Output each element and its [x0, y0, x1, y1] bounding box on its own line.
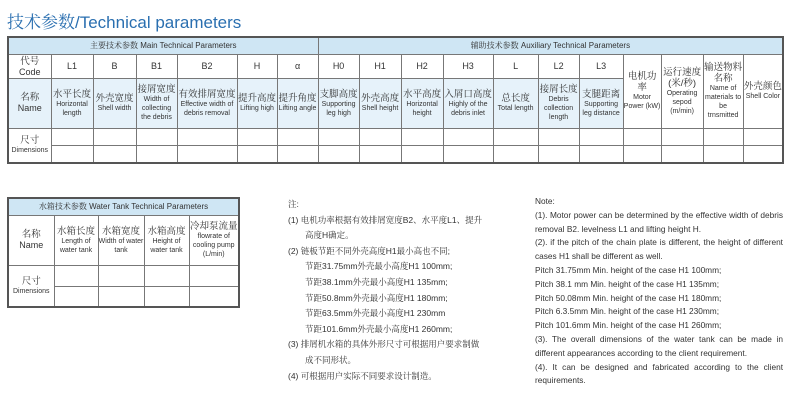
dimension-value-cell — [54, 265, 98, 286]
name-zh: 总长度 — [501, 93, 530, 104]
code-cell: L — [493, 54, 538, 78]
name-en: Shell height — [361, 105, 399, 112]
main-technical-parameters-table — [7, 36, 784, 164]
dimension-value-cell — [579, 128, 623, 145]
dimension-value-cell — [318, 145, 359, 163]
dimension-value-cell — [54, 286, 98, 307]
dimension-value-cell — [623, 145, 661, 163]
name-cell — [136, 78, 177, 128]
aux-header: 辅助技术参数 Auxiliary Technical Parameters — [318, 37, 783, 54]
dimension-value-cell — [51, 145, 93, 163]
name-cell — [359, 78, 401, 128]
dimensions-label: 尺寸 Dimensions — [8, 128, 51, 163]
merged-header-cell — [743, 54, 783, 128]
name-en: Supporting leg distance — [582, 100, 620, 117]
name-en: Name of materials to be trnsmitted — [704, 85, 742, 119]
note-line: (3) 排屑机水箱的具体外形尺寸可根据用户要求制做 — [288, 339, 480, 350]
name-en: Supporting leg high — [321, 100, 356, 117]
name-cell — [51, 78, 93, 128]
dimension-value-cell — [493, 145, 538, 163]
name-zh: 外壳高度 — [361, 93, 400, 104]
note-line: Pitch 6.3.5mm Min. height of the case H1 230mm; — [535, 306, 719, 317]
code-label: 代号 Code — [8, 54, 51, 78]
name-cell — [93, 78, 136, 128]
name-zh: 入屑口高度 — [444, 88, 492, 100]
name-en: Width of water tank — [98, 237, 144, 254]
name-zh: 运行速度(米/秒) — [663, 66, 702, 89]
name-en: Length of water tank — [59, 237, 93, 254]
main-header: 主要技术参数 Main Technical Parameters — [8, 37, 318, 54]
note-line: (4) 可根据用户实际不同要求设计制造。 — [288, 370, 437, 381]
name-cell — [54, 215, 98, 265]
name-zh: 支腿距离 — [582, 88, 621, 100]
note-line: 节距101.6mm外壳最小高度H1 260mm; — [305, 323, 453, 334]
name-en: Horizontal height — [406, 100, 438, 117]
water-tank-parameters-table — [7, 197, 240, 308]
code-cell: L3 — [579, 54, 623, 78]
name-zh: 支脚高度 — [319, 88, 358, 100]
dimension-value-cell — [623, 128, 661, 145]
name-zh: 提升高度 — [237, 93, 276, 104]
name-cell — [493, 78, 538, 128]
code-cell: H3 — [443, 54, 493, 78]
dimension-value-cell — [538, 128, 579, 145]
dimension-value-cell — [538, 145, 579, 163]
dimension-value-cell — [743, 145, 783, 163]
name-cell — [144, 215, 189, 265]
name-cell — [98, 215, 144, 265]
note-line: 高度H确定。 — [305, 230, 354, 241]
dimension-value-cell — [237, 145, 277, 163]
name-cell — [538, 78, 579, 128]
name-label: 名称 Name — [8, 215, 54, 265]
dimensions-row — [8, 145, 783, 163]
name-zh: 外壳颜色 — [743, 81, 782, 92]
name-zh: 外壳宽度 — [95, 93, 134, 104]
dimension-value-cell — [443, 145, 493, 163]
dimension-value-cell — [443, 128, 493, 145]
code-cell: α — [277, 54, 318, 78]
dimension-value-cell — [401, 145, 443, 163]
code-cell: H1 — [359, 54, 401, 78]
name-zh: 水平高度 — [403, 88, 442, 100]
note-line: (2) 链板节距不同外壳高度H1最小高也不同; — [288, 245, 450, 256]
name-en: Highly of the debris inlet — [448, 100, 488, 117]
note-line: 成不同形状。 — [305, 354, 357, 365]
name-en: Width of collecting the debris — [141, 96, 172, 121]
dimension-value-cell — [177, 145, 237, 163]
note-line: (2). if the pitch of the chain plate is different, the height of different cases H1 shall be different as well. — [535, 237, 783, 262]
water-header: 水箱技术参数 Water Tank Technical Parameters — [8, 198, 239, 215]
note-line: Pitch 38.1 mm Min. height of the case H1 135mm; — [535, 278, 719, 289]
note-line: Pitch 101.6mm Min. height of the case H1 260mm; — [535, 320, 722, 331]
dimension-value-cell — [277, 128, 318, 145]
dimensions-row — [8, 128, 783, 145]
note-line: 注: — [288, 199, 299, 209]
name-zh: 有效排屑宽度 — [178, 88, 236, 100]
dimension-value-cell — [98, 286, 144, 307]
code-cell: H0 — [318, 54, 359, 78]
note-line: Note: — [535, 196, 555, 206]
name-zh: 水箱宽度 — [101, 225, 140, 237]
note-line: Pitch 50.08mm Min. height of the case H1 180mm; — [535, 292, 722, 303]
name-en: Lifting angle — [278, 105, 317, 112]
dimension-value-cell — [51, 128, 93, 145]
dimension-value-cell — [318, 128, 359, 145]
note-line: 节距63.5mm外壳最小高度H1 230mm — [305, 308, 446, 319]
name-cell — [443, 78, 493, 128]
name-cell — [189, 215, 239, 265]
dimensions-row — [8, 265, 239, 286]
name-en: Shell Color — [745, 93, 780, 100]
dimension-value-cell — [359, 145, 401, 163]
dimension-value-cell — [237, 128, 277, 145]
code-row — [8, 54, 783, 78]
notes-english — [535, 195, 783, 388]
dimension-value-cell — [579, 145, 623, 163]
name-row — [8, 215, 239, 265]
note-line: 节距38.1mm外壳最小高度H1 135mm; — [305, 276, 448, 287]
merged-header-cell — [703, 54, 743, 128]
name-en: Operating sepod (m/min) — [666, 89, 698, 115]
name-label: 名称 Name — [8, 78, 51, 128]
name-cell — [177, 78, 237, 128]
code-cell: L2 — [538, 54, 579, 78]
note-line: 节距31.75mm外壳最小高度H1 100mm; — [305, 261, 453, 272]
name-en: Horizontal length — [56, 100, 88, 117]
merged-header-cell — [661, 54, 703, 128]
name-zh: 输送物料名称 — [704, 62, 743, 84]
dimension-value-cell — [277, 145, 318, 163]
page-title: 技术参数/Technical parameters — [7, 13, 242, 32]
name-en: Motor Power (kW) — [623, 94, 661, 110]
dimension-value-cell — [98, 265, 144, 286]
dimensions-label: 尺寸 Dimensions — [8, 265, 54, 307]
name-zh: 接屑宽度 — [137, 84, 176, 95]
name-zh: 提升角度 — [278, 93, 317, 104]
dimension-value-cell — [136, 145, 177, 163]
name-zh: 接屑长度 — [539, 84, 578, 95]
dimension-value-cell — [743, 128, 783, 145]
name-en: Shell width — [97, 105, 132, 112]
code-cell: B — [93, 54, 136, 78]
name-zh: 电机功率 — [627, 71, 657, 93]
dimension-value-cell — [136, 128, 177, 145]
note-line: (1). Motor power can be determined by the effective width of debris removal B2. levelness L1 and lifting height H. — [535, 209, 783, 234]
code-cell: H2 — [401, 54, 443, 78]
dimension-value-cell — [189, 265, 239, 286]
code-cell: H — [237, 54, 277, 78]
name-cell — [401, 78, 443, 128]
name-cell — [318, 78, 359, 128]
name-zh: 水箱高度 — [147, 225, 186, 237]
dimension-value-cell — [177, 128, 237, 145]
code-cell: B1 — [136, 54, 177, 78]
note-line: (3). The overall dimensions of the water tank can be made in different appearances according to the client requirement. — [535, 333, 783, 358]
name-en: Debris collection length — [543, 96, 574, 121]
name-cell — [237, 78, 277, 128]
dimension-value-cell — [661, 128, 703, 145]
name-cell — [579, 78, 623, 128]
dimension-value-cell — [144, 286, 189, 307]
dimension-value-cell — [189, 286, 239, 307]
note-line: (1) 电机功率根据有效排屑宽度B2、水平度L1、提升 — [288, 214, 483, 225]
dimension-value-cell — [93, 128, 136, 145]
name-en: Total length — [497, 105, 534, 112]
dimension-value-cell — [703, 145, 743, 163]
merged-header-cell — [623, 54, 661, 128]
name-cell — [277, 78, 318, 128]
name-en: Effective width of debris removal — [180, 100, 234, 117]
dimension-value-cell — [661, 145, 703, 163]
notes-chinese — [288, 197, 482, 384]
name-en: flowrate of cooling pump (L/min) — [192, 233, 235, 258]
note-line: Pitch 31.75mm Min. height of the case H1 100mm; — [535, 264, 722, 275]
dimension-value-cell — [493, 128, 538, 145]
name-zh: 冷却泵流量 — [189, 221, 238, 232]
name-zh: 水平长度 — [52, 88, 91, 100]
dimension-value-cell — [93, 145, 136, 163]
dimension-value-cell — [703, 128, 743, 145]
dimension-value-cell — [401, 128, 443, 145]
note-line: (4). It can be designed and fabricated according to the client requirements. — [535, 361, 783, 386]
dimension-value-cell — [359, 128, 401, 145]
dimension-value-cell — [144, 265, 189, 286]
name-en: Lifting high — [240, 105, 274, 112]
code-cell: L1 — [51, 54, 93, 78]
code-cell: B2 — [177, 54, 237, 78]
name-en: Height of water tank — [150, 237, 183, 254]
note-line: 节距50.8mm外壳最小高度H1 180mm; — [305, 292, 448, 303]
name-zh: 水箱长度 — [56, 225, 95, 237]
